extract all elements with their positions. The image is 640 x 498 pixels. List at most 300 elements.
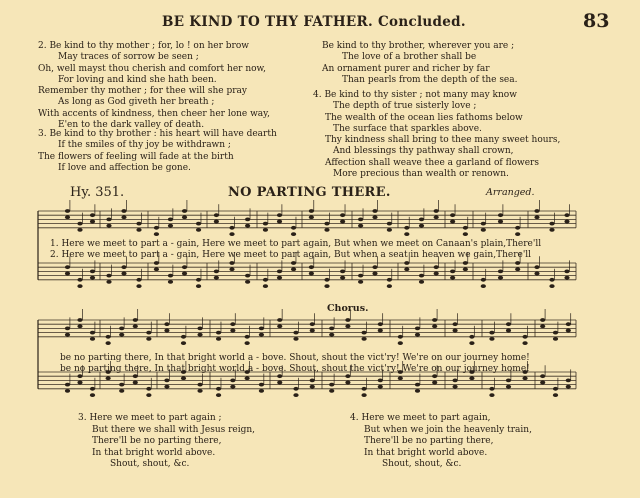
note-head [277, 318, 282, 322]
note-head [119, 333, 124, 337]
text-line: With accents of kindness, then cheer her lone way, [38, 108, 270, 119]
note-head [277, 324, 282, 328]
note-head [372, 265, 377, 269]
note-head [378, 379, 383, 383]
note-head [77, 284, 82, 288]
note-head [90, 220, 95, 224]
note-head [310, 385, 315, 389]
note-head [310, 322, 315, 326]
note-head [515, 232, 520, 236]
text-line: May traces of sorrow be seen ; [58, 52, 199, 63]
running-title: BE KIND TO THY FATHER. Concluded. [162, 14, 466, 30]
note-head [182, 209, 187, 213]
note-head [146, 393, 151, 397]
note-head [534, 265, 539, 269]
note-head [522, 335, 527, 339]
system-1-lyric-verse-2: 2. Here we meet to part a - gain, Here we meet to part again, But when a seat in heaven we gain,There'll [50, 250, 532, 260]
text-line: In that bright world above. [364, 447, 488, 458]
note-head [90, 270, 95, 274]
note-head [361, 387, 366, 391]
note-head [309, 215, 314, 219]
note-head [506, 322, 511, 326]
note-head [534, 272, 539, 276]
note-head [345, 374, 350, 378]
note-head [340, 220, 345, 224]
note-head [361, 393, 366, 397]
text-line: In that bright world above. [92, 447, 216, 458]
note-head [106, 274, 111, 278]
note-head [230, 329, 235, 333]
note-head [372, 209, 377, 213]
note-head [358, 224, 363, 228]
note-head [469, 341, 474, 345]
note-head [277, 381, 282, 385]
note-head [263, 228, 268, 232]
note-head [452, 322, 457, 326]
note-head [324, 228, 329, 232]
note-head [404, 261, 409, 265]
note-head [324, 284, 329, 288]
note-head [65, 272, 70, 276]
note-head [182, 215, 187, 219]
page-number: 83 [583, 10, 610, 32]
note-head [106, 376, 111, 380]
note-head [229, 226, 234, 230]
note-head [387, 228, 392, 232]
note-head [77, 222, 82, 226]
note-head [277, 270, 282, 274]
note-head [65, 265, 70, 269]
note-head [291, 226, 296, 230]
note-head [77, 228, 82, 232]
note-head [489, 387, 494, 391]
note-head [90, 337, 95, 341]
text-line: 4. Be kind to thy sister ; not many may know [313, 90, 517, 100]
note-head [121, 265, 126, 269]
text-line: And blessings thy pathway shall crown, [333, 146, 514, 157]
note-head [310, 379, 315, 383]
note-head [553, 331, 558, 335]
note-head [216, 337, 221, 341]
note-head [119, 327, 124, 331]
text-line: Remember thy mother ; for thee will she pray [38, 86, 248, 97]
note-head [564, 276, 569, 280]
note-head [549, 278, 554, 282]
note-head [90, 213, 95, 217]
note-head [506, 329, 511, 333]
note-head [214, 270, 219, 274]
note-head [181, 376, 186, 380]
note-head [154, 267, 159, 271]
note-head [245, 376, 250, 380]
text-line: Thy kindness shall bring to thee many sweet hours, [325, 135, 561, 146]
note-head [340, 270, 345, 274]
note-head [404, 226, 409, 230]
note-head [106, 335, 111, 339]
note-head [566, 379, 571, 383]
note-head [164, 385, 169, 389]
note-head [506, 379, 511, 383]
note-head [196, 222, 201, 226]
note-head [378, 385, 383, 389]
note-head [540, 324, 545, 328]
note-head [522, 376, 527, 380]
note-head [432, 381, 437, 385]
text-line: If love and affection be gone. [58, 162, 191, 173]
note-head [469, 335, 474, 339]
note-head [277, 276, 282, 280]
note-head [489, 337, 494, 341]
note-head [564, 213, 569, 217]
text-line: 4. Here we meet to part again, [350, 413, 491, 423]
note-head [415, 389, 420, 393]
note-head [293, 393, 298, 397]
note-head [133, 374, 138, 378]
note-head [77, 318, 82, 322]
note-head [434, 272, 439, 276]
note-head [361, 337, 366, 341]
note-head [154, 232, 159, 236]
note-head [154, 261, 159, 265]
note-head [121, 272, 126, 276]
note-head [463, 267, 468, 271]
note-head [489, 393, 494, 397]
text-line: Affection shall weave thee a garland of flowers [325, 157, 539, 168]
hymn-attribution: Arranged. [486, 187, 535, 198]
note-head [345, 381, 350, 385]
note-head [481, 222, 486, 226]
note-head [245, 341, 250, 345]
note-head [121, 209, 126, 213]
text-line: Shout, shout, &c. [382, 459, 462, 469]
note-head [340, 276, 345, 280]
note-head [197, 327, 202, 331]
note-head [277, 213, 282, 217]
note-head [358, 274, 363, 278]
note-head [133, 318, 138, 322]
note-head [229, 232, 234, 236]
note-head [372, 215, 377, 219]
note-head [564, 270, 569, 274]
text-line: More precious than wealth or renown. [333, 169, 509, 180]
note-head [432, 318, 437, 322]
note-head [309, 209, 314, 213]
note-head [230, 385, 235, 389]
note-head [345, 318, 350, 322]
note-head [136, 228, 141, 232]
note-head [432, 374, 437, 378]
note-head [259, 333, 264, 337]
note-head [450, 213, 455, 217]
note-head [450, 270, 455, 274]
note-head [154, 226, 159, 230]
note-head [77, 278, 82, 282]
note-head [291, 232, 296, 236]
note-head [263, 284, 268, 288]
note-head [197, 389, 202, 393]
note-head [293, 331, 298, 335]
note-head [229, 261, 234, 265]
text-line: 3. Here we meet to part again ; [78, 413, 222, 423]
note-head [181, 341, 186, 345]
note-head [77, 374, 82, 378]
bottom-left-verse [78, 413, 255, 471]
note-head [277, 374, 282, 378]
note-head [136, 222, 141, 226]
note-head [106, 280, 111, 284]
note-head [566, 322, 571, 326]
note-head [168, 280, 173, 284]
note-head [230, 322, 235, 326]
note-head [498, 220, 503, 224]
text-line: There'll be no parting there, [364, 436, 494, 446]
note-head [415, 383, 420, 387]
note-head [181, 335, 186, 339]
note-head [419, 280, 424, 284]
note-head [540, 318, 545, 322]
note-head [404, 232, 409, 236]
text-line: The flowers of feeling will fade at the birth [38, 151, 234, 162]
note-head [77, 324, 82, 328]
note-head [566, 329, 571, 333]
note-head [277, 220, 282, 224]
note-head [361, 331, 366, 335]
note-head [119, 383, 124, 387]
system-2-lyric-verse-2: be no parting there, In that bright world a - bove. Shout, shout the vict'ry! We're on our journey home! [60, 364, 530, 374]
note-head [553, 337, 558, 341]
note-head [434, 209, 439, 213]
note-head [245, 335, 250, 339]
note-head [450, 276, 455, 280]
note-head [515, 226, 520, 230]
note-head [230, 379, 235, 383]
note-head [481, 228, 486, 232]
note-head [263, 222, 268, 226]
text-line: The love of a brother shall be [342, 52, 477, 63]
note-head [65, 209, 70, 213]
text-line: 2. Be kind to thy mother ; for, lo ! on her brow [38, 41, 249, 51]
note-head [534, 215, 539, 219]
note-head [263, 278, 268, 282]
note-head [329, 389, 334, 393]
note-head [245, 280, 250, 284]
chorus-label: Chorus. [327, 303, 369, 314]
note-head [345, 324, 350, 328]
note-head [387, 222, 392, 226]
note-head [259, 389, 264, 393]
note-head [540, 381, 545, 385]
note-head [498, 270, 503, 274]
note-head [309, 272, 314, 276]
note-head [214, 213, 219, 217]
note-head [216, 387, 221, 391]
note-head [398, 341, 403, 345]
note-head [259, 383, 264, 387]
note-head [415, 333, 420, 337]
note-head [553, 393, 558, 397]
note-head [229, 267, 234, 271]
bottom-right-verse [350, 413, 532, 471]
note-head [106, 341, 111, 345]
note-head [65, 215, 70, 219]
note-head [481, 284, 486, 288]
note-head [515, 267, 520, 271]
note-head [358, 218, 363, 222]
note-head [515, 261, 520, 265]
note-head [90, 393, 95, 397]
note-head [549, 284, 554, 288]
note-head [216, 393, 221, 397]
note-head [387, 284, 392, 288]
note-head [432, 324, 437, 328]
text-line: Than pearls from the depth of the sea. [342, 74, 518, 85]
note-head [419, 274, 424, 278]
note-head [378, 322, 383, 326]
note-head [506, 385, 511, 389]
text-line: 3. Be kind to thy brother : his heart will have dearth [38, 129, 277, 139]
note-head [463, 261, 468, 265]
note-head [434, 215, 439, 219]
note-head [168, 274, 173, 278]
note-head [549, 228, 554, 232]
note-head [534, 209, 539, 213]
note-head [324, 278, 329, 282]
note-head [146, 387, 151, 391]
note-head [182, 265, 187, 269]
note-head [540, 374, 545, 378]
text-line: Oh, well mayst thou cherish and comfort her now, [38, 63, 267, 74]
note-head [245, 218, 250, 222]
note-head [196, 228, 201, 232]
note-head [566, 385, 571, 389]
note-head [133, 381, 138, 385]
note-head [133, 324, 138, 328]
note-head [245, 274, 250, 278]
note-head [90, 276, 95, 280]
text-line: There'll be no parting there, [92, 436, 222, 446]
note-head [245, 224, 250, 228]
note-head [146, 337, 151, 341]
text-line: But when we join the heavenly train, [364, 424, 532, 435]
note-head [119, 389, 124, 393]
note-head [329, 327, 334, 331]
note-head [168, 224, 173, 228]
note-head [168, 218, 173, 222]
text-line: E'en to the dark valley of death. [58, 120, 205, 131]
note-head [196, 284, 201, 288]
note-head [404, 267, 409, 271]
text-line: Be kind to thy brother, wherever you are ; [322, 41, 515, 51]
hymn-number: Hy. 351. [70, 185, 125, 200]
text-line: The surface that sparkles above. [333, 123, 482, 134]
system-1-lyric-verse-1: 1. Here we meet to part a - gain, Here we meet to part again, But when we meet on Canaan's plain,There'll [50, 239, 542, 249]
note-head [452, 329, 457, 333]
note-head [196, 278, 201, 282]
note-head [65, 333, 70, 337]
note-head [419, 224, 424, 228]
note-head [136, 278, 141, 282]
note-head [450, 220, 455, 224]
note-head [489, 331, 494, 335]
note-head [378, 329, 383, 333]
note-head [358, 280, 363, 284]
note-head [469, 376, 474, 380]
note-head [452, 379, 457, 383]
note-head [259, 327, 264, 331]
note-head [291, 267, 296, 271]
note-head [549, 222, 554, 226]
note-head [340, 213, 345, 217]
note-head [106, 224, 111, 228]
note-head [164, 379, 169, 383]
note-head [463, 226, 468, 230]
text-line: As long as God giveth her breath ; [58, 97, 215, 108]
text-line: The depth of true sisterly love ; [333, 101, 477, 112]
text-line: An ornament purer and richer by far [322, 63, 490, 74]
note-head [293, 337, 298, 341]
note-head [564, 220, 569, 224]
note-head [182, 272, 187, 276]
hymn-title: NO PARTING THERE. [228, 185, 391, 200]
note-head [329, 333, 334, 337]
note-head [452, 385, 457, 389]
note-head [310, 329, 315, 333]
note-head [387, 278, 392, 282]
note-head [121, 215, 126, 219]
note-head [164, 322, 169, 326]
note-head [498, 213, 503, 217]
system-2-lyric-verse-1: be no parting there, In that bright world a - bove. Shout, shout the vict'ry! We're on our journey home! [60, 353, 530, 363]
note-head [197, 383, 202, 387]
note-head [309, 265, 314, 269]
text-line: If the smiles of thy joy be withdrawn ; [58, 140, 231, 151]
note-head [553, 387, 558, 391]
note-head [197, 333, 202, 337]
note-head [415, 327, 420, 331]
note-head [164, 329, 169, 333]
note-head [434, 265, 439, 269]
note-head [146, 331, 151, 335]
note-head [398, 376, 403, 380]
note-head [106, 218, 111, 222]
note-head [65, 327, 70, 331]
note-head [214, 276, 219, 280]
note-head [216, 331, 221, 335]
note-head [90, 387, 95, 391]
note-head [463, 232, 468, 236]
note-head [498, 276, 503, 280]
note-head [372, 272, 377, 276]
note-head [90, 331, 95, 335]
text-line: Shout, shout, &c. [110, 459, 190, 469]
note-head [522, 341, 527, 345]
note-head [65, 389, 70, 393]
note-head [65, 383, 70, 387]
text-line: For loving and kind she hath been. [58, 74, 217, 85]
text-line: The wealth of the ocean lies fathoms below [325, 112, 523, 123]
text-line: But there we shall with Jesus reign, [92, 424, 256, 435]
note-head [329, 383, 334, 387]
note-head [481, 278, 486, 282]
note-head [324, 222, 329, 226]
note-head [398, 335, 403, 339]
note-head [419, 218, 424, 222]
note-head [291, 261, 296, 265]
note-head [77, 381, 82, 385]
note-head [136, 284, 141, 288]
note-head [293, 387, 298, 391]
note-head [214, 220, 219, 224]
